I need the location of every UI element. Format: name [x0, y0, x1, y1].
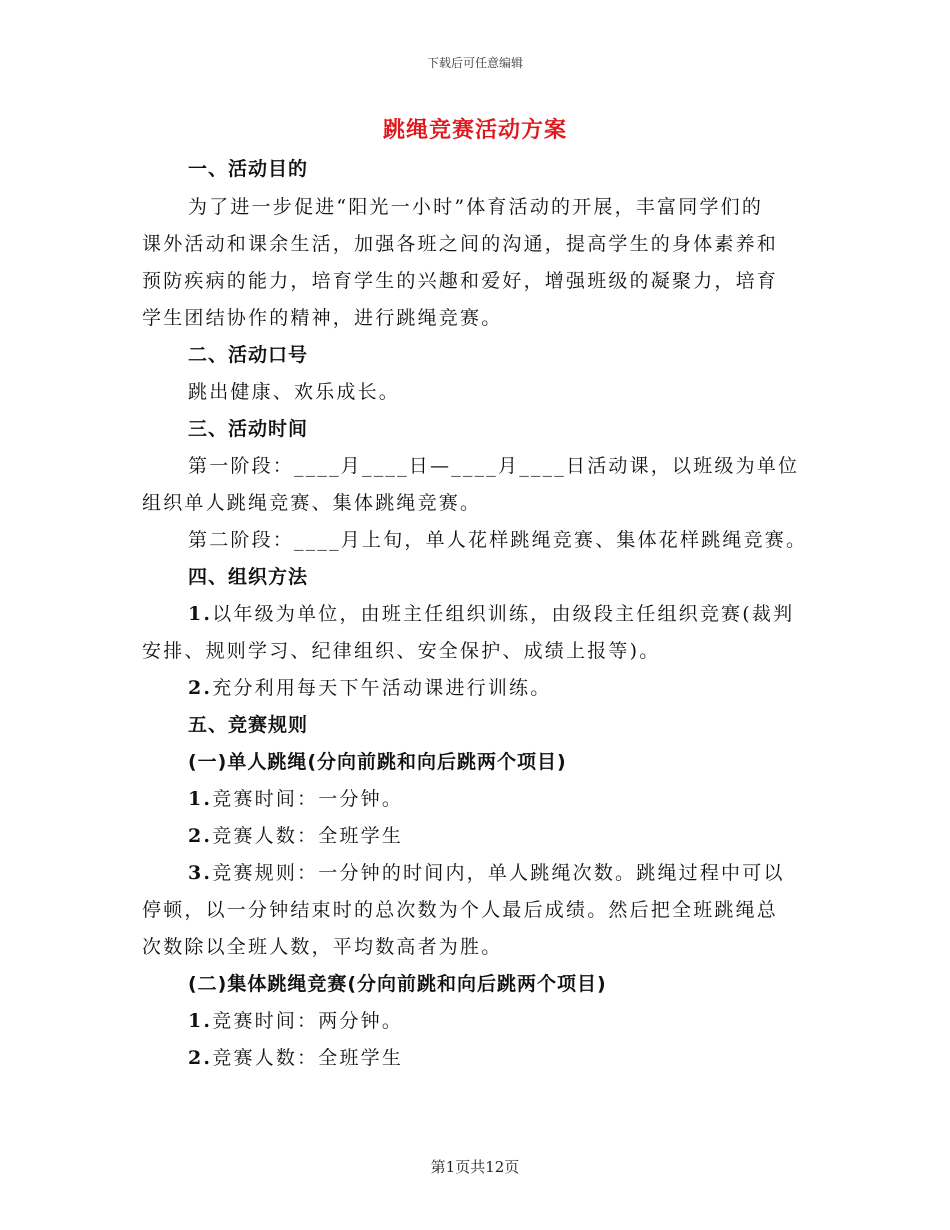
list-number: 2. — [188, 825, 213, 847]
list-text: 竞赛规则：一分钟的时间内，单人跳绳次数。跳绳过程中可以 — [212, 862, 785, 884]
paragraph-line: 停顿，以一分钟结束时的总次数为个人最后成绩。然后把全班跳绳总 — [142, 899, 779, 921]
subsection-heading-group: (二)集体跳绳竞赛(分向前跳和向后跳两个项目) — [188, 973, 607, 995]
list-number: 1. — [188, 1010, 213, 1032]
header-note: 下载后可任意编辑 — [426, 56, 523, 70]
list-item — [188, 601, 868, 627]
list-item — [188, 1008, 868, 1034]
list-number: 1. — [188, 788, 213, 810]
list-item — [188, 1045, 868, 1071]
section-heading-time: 三、活动时间 — [188, 418, 309, 440]
list-item — [188, 860, 868, 886]
document-title: 跳绳竞赛活动方案 — [382, 118, 567, 143]
paragraph-line: 次数除以全班人数，平均数高者为胜。 — [142, 936, 503, 958]
list-text: 竞赛人数：全班学生 — [212, 1047, 404, 1069]
list-number: 2. — [188, 1047, 213, 1069]
paragraph-line: 为了进一步促进“阳光一小时”体育活动的开展，丰富同学们的 — [188, 196, 764, 218]
paragraph-line: 安排、规则学习、纪律组织、安全保护、成绩上报等)。 — [142, 640, 661, 662]
paragraph-line: 课外活动和课余生活，加强各班之间的沟通，提高学生的身体素养和 — [142, 233, 779, 255]
list-number: 1. — [188, 603, 213, 625]
list-text: 竞赛人数：全班学生 — [212, 825, 404, 847]
section-heading-purpose: 一、活动目的 — [188, 158, 309, 180]
paragraph-line: 第一阶段：____月____日—____月____日活动课，以班级为单位 — [188, 455, 800, 477]
list-item — [188, 823, 868, 849]
list-text: 充分利用每天下午活动课进行训练。 — [212, 677, 552, 699]
list-item — [188, 675, 868, 701]
paragraph-line: 预防疾病的能力，培育学生的兴趣和爱好，增强班级的凝聚力，培育 — [142, 270, 779, 292]
paragraph-line: 第二阶段：____月上旬，单人花样跳绳竞赛、集体花样跳绳竞赛。 — [188, 529, 808, 551]
section-heading-organization: 四、组织方法 — [188, 566, 309, 588]
list-text: 竞赛时间：一分钟。 — [212, 788, 404, 810]
list-item — [188, 786, 868, 812]
list-text: 竞赛时间：两分钟。 — [212, 1010, 404, 1032]
paragraph-line: 学生团结协作的精神，进行跳绳竞赛。 — [142, 307, 503, 329]
page-footer: 第1页共12页 — [430, 1158, 520, 1176]
list-text: 以年级为单位，由班主任组织训练，由级段主任组织竞赛(裁判 — [212, 603, 795, 625]
section-heading-slogan: 二、活动口号 — [188, 344, 309, 366]
subsection-heading-single: (一)单人跳绳(分向前跳和向后跳两个项目) — [188, 751, 567, 773]
list-number: 2. — [188, 677, 213, 699]
list-number: 3. — [188, 862, 213, 884]
section-heading-rules: 五、竞赛规则 — [188, 714, 309, 736]
paragraph-line: 组织单人跳绳竞赛、集体跳绳竞赛。 — [142, 492, 482, 514]
paragraph-line: 跳出健康、欢乐成长。 — [188, 381, 401, 403]
